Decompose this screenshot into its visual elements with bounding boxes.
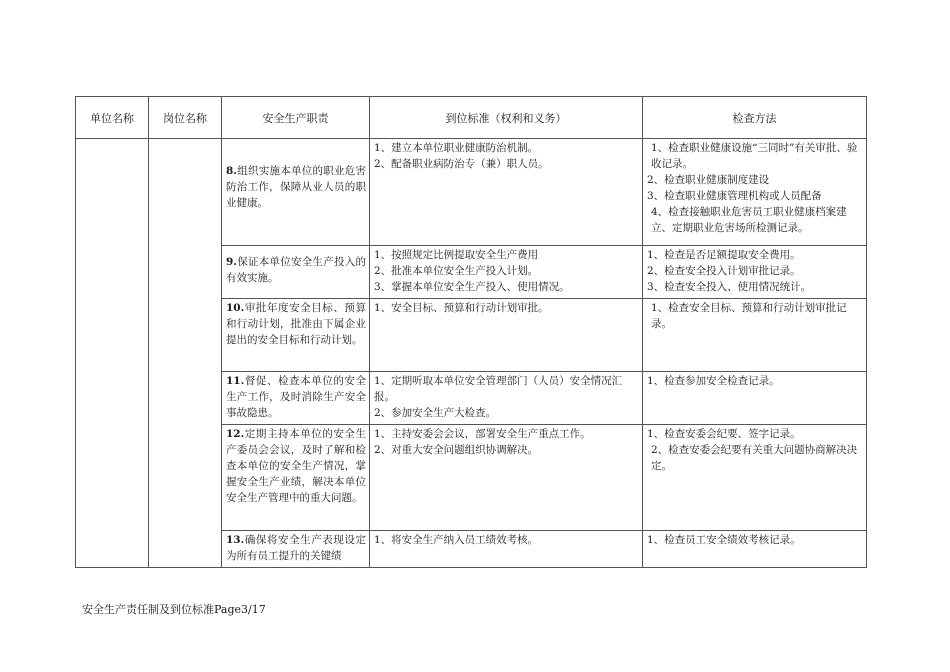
check-cell [643, 299, 867, 372]
standard-item: 1、定期听取本单位安全管理部门（人员）安全情况汇报。 [374, 375, 623, 403]
check-cell [643, 246, 867, 299]
standard-cell [370, 425, 643, 531]
check-cell [643, 531, 867, 568]
standard-item: 2、配备职业病防治专（兼）职人员。 [374, 158, 549, 170]
responsibility-table [75, 96, 867, 568]
check-item: 1、检查员工安全绩效考核记录。 [647, 534, 801, 546]
check-item: 1、检查是否足额提取安全费用。 [647, 249, 801, 261]
duty-text: 定期主持本单位的安全生产委员会会议，及时了解和检查本单位的安全生产情况，掌握安全生产业绩，解决本单位安全生产管理中的重大问题。 [226, 428, 366, 504]
check-item: 2、检查安全投入计划审批记录。 [647, 265, 801, 277]
duty-cell [222, 246, 370, 299]
standard-cell [370, 246, 643, 299]
check-item: 4、检查接触职业危害员工职业健康档案建立、定期职业危害场所检测记录。 [651, 206, 847, 234]
duty-cell [222, 531, 370, 568]
duty-cell [222, 139, 370, 246]
standard-item: 1、建立本单位职业健康防治机制。 [374, 142, 539, 154]
table-row [76, 139, 867, 246]
responsibility-table-wrapper [75, 96, 867, 568]
duty-number: 10. [226, 302, 245, 314]
duty-number: 12. [226, 428, 245, 440]
standard-cell [370, 372, 643, 425]
duty-text: 督促、检查本单位的安全生产工作，及时消除生产安全事故隐患。 [226, 375, 366, 419]
check-item: 2、检查职业健康制度建设 [647, 174, 770, 186]
check-item: 3、检查安全投入、使用情况统计。 [647, 281, 812, 293]
check-item: 2、检查安委会纪要有关重大问题协商解决决定。 [651, 444, 858, 472]
duty-number: 13. [226, 534, 245, 546]
standard-item: 1、主持安委会会议，部署安全生产重点工作。 [374, 428, 591, 440]
standard-item: 3、掌握本单位安全生产投入、使用情况。 [374, 281, 570, 293]
duty-cell [222, 425, 370, 531]
duty-text: 保证本单位安全生产投入的有效实施。 [226, 256, 366, 284]
header-post: 岗位名称 [149, 97, 222, 139]
check-cell [643, 139, 867, 246]
check-item: 1、检查职业健康设施“三同时”有关审批、验收记录。 [651, 142, 858, 170]
duty-text: 审批年度安全目标、预算和行动计划，批准由下属企业提出的安全目标和行动计划。 [226, 302, 366, 346]
standard-item: 2、参加安全生产大检查。 [374, 407, 497, 419]
standard-item: 2、对重大安全问题组织协调解决。 [374, 444, 539, 456]
unit-cell [76, 139, 149, 568]
page-footer: 安全生产责任制及到位标准Page3/17 [82, 603, 266, 616]
standard-item: 1、安全目标、预算和行动计划审批。 [374, 302, 549, 314]
duty-number: 9. [226, 256, 237, 268]
table-header-row [76, 97, 867, 139]
standard-item: 1、将安全生产纳入员工绩效考核。 [374, 534, 539, 546]
standard-cell [370, 531, 643, 568]
check-item: 1、检查参加安全检查记录。 [647, 375, 780, 387]
duty-number: 8. [226, 165, 237, 177]
header-standard: 到位标准（权利和义务） [370, 97, 643, 139]
header-duty: 安全生产职责 [222, 97, 370, 139]
check-item: 1、检查安委会纪要、签字记录。 [647, 428, 801, 440]
duty-text: 组织实施本单位的职业危害防治工作，保障从业人员的职业健康。 [226, 165, 366, 209]
check-item: 3、检查职业健康管理机构或人员配备 [647, 190, 822, 202]
check-cell [643, 425, 867, 531]
check-item: 1、检查安全目标、预算和行动计划审批记录。 [651, 302, 847, 330]
standard-item: 1、按照规定比例提取安全生产费用 [374, 249, 539, 261]
standard-cell [370, 139, 643, 246]
duty-cell [222, 372, 370, 425]
header-check: 检查方法 [643, 97, 867, 139]
duty-text: 确保将安全生产表现设定为所有员工提升的关键绩 [226, 534, 366, 562]
check-cell [643, 372, 867, 425]
post-cell [149, 139, 222, 568]
standard-item: 2、批准本单位安全生产投入计划。 [374, 265, 539, 277]
duty-cell [222, 299, 370, 372]
header-unit: 单位名称 [76, 97, 149, 139]
standard-cell [370, 299, 643, 372]
duty-number: 11. [226, 375, 245, 387]
